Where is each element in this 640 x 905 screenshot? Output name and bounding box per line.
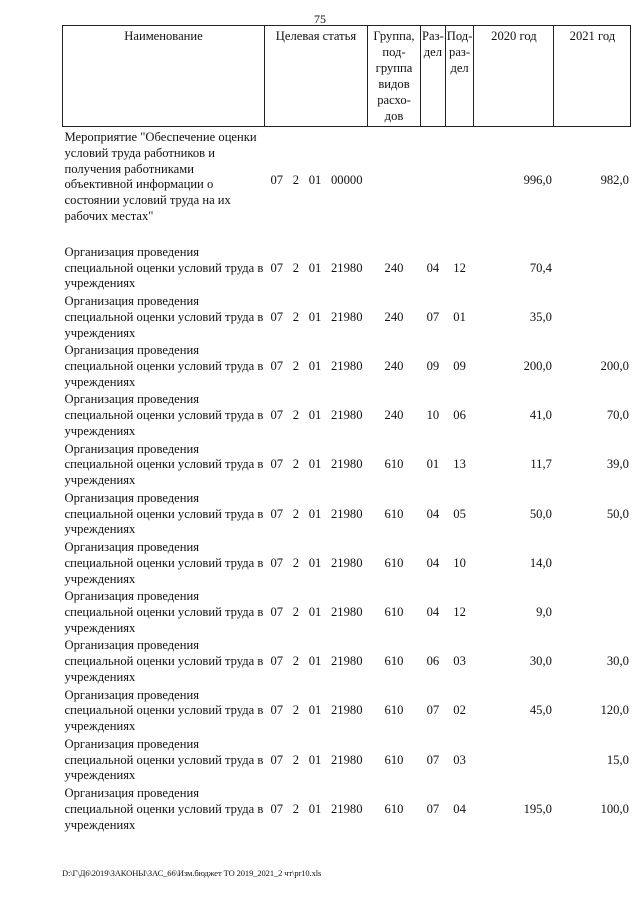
amount-2021: 39,0 bbox=[606, 457, 629, 472]
target-code bbox=[265, 654, 368, 670]
item-name: Организация проведения специальной оценки условий труда в учреждениях bbox=[64, 687, 264, 734]
header-row bbox=[63, 26, 631, 127]
amount-2020: 11,7 bbox=[530, 457, 552, 472]
subsection: 10 bbox=[453, 555, 466, 570]
code-measure: 01 bbox=[308, 309, 322, 324]
code-measure: 01 bbox=[308, 172, 322, 187]
table-row bbox=[63, 342, 631, 391]
code-direction: 21980 bbox=[331, 703, 363, 718]
subsection: 13 bbox=[453, 457, 466, 472]
code-measure: 01 bbox=[308, 654, 322, 669]
amount-2020: 45,0 bbox=[529, 703, 552, 718]
file-path-footer: D:\Г\Д6\2019\ЗАКОНЫ\ЗАС_66\Изм.бюджет ТО 2019_2021_2 чт\pr10.xls bbox=[62, 868, 322, 878]
header-year-2020: 2020 год bbox=[474, 26, 554, 127]
expense-group: 610 bbox=[384, 605, 404, 619]
code-subprogram: 2 bbox=[292, 555, 300, 570]
section: 07 bbox=[426, 703, 440, 718]
subsection: 03 bbox=[453, 654, 466, 669]
table-row bbox=[63, 293, 631, 342]
table-body bbox=[63, 127, 631, 835]
amount-2020: 70,4 bbox=[529, 260, 552, 275]
target-code bbox=[265, 703, 368, 719]
target-code bbox=[265, 359, 368, 375]
subsection: 12 bbox=[453, 260, 466, 275]
code-direction: 21980 bbox=[331, 801, 363, 816]
code-direction: 21980 bbox=[331, 260, 363, 275]
item-name: Организация проведения специальной оценки условий труда в учреждениях bbox=[64, 490, 264, 537]
header-subsection: Под-раз-дел bbox=[445, 26, 474, 127]
expense-group: 240 bbox=[384, 408, 404, 423]
target-code-cell bbox=[265, 785, 368, 834]
item-name: Мероприятие "Обеспечение оценки условий труда работников и получения работниками объективной информации о состоянии условий труда на их рабочих местах" bbox=[64, 130, 257, 223]
amount-2021: 30,0 bbox=[606, 654, 629, 669]
amount-2021 bbox=[554, 539, 631, 588]
code-program: 07 bbox=[270, 703, 284, 718]
subsection: 06 bbox=[453, 408, 466, 423]
code-program: 07 bbox=[270, 506, 284, 521]
amount-2020: 41,0 bbox=[529, 408, 552, 423]
header-target-article: Целевая статья bbox=[265, 26, 368, 127]
header-expense-group: Группа, под-группа видов расхо-дов bbox=[368, 26, 421, 127]
table-row bbox=[63, 441, 631, 490]
section: 07 bbox=[426, 752, 440, 767]
table-row bbox=[63, 785, 631, 834]
expense-group: 610 bbox=[384, 752, 404, 767]
target-code-cell bbox=[265, 342, 368, 391]
code-subprogram: 2 bbox=[292, 408, 300, 423]
amount-2021 bbox=[554, 244, 631, 293]
table-row bbox=[63, 736, 631, 785]
target-code bbox=[265, 408, 368, 424]
subsection: 04 bbox=[453, 801, 466, 816]
target-code-cell bbox=[265, 441, 368, 490]
code-direction: 21980 bbox=[331, 555, 363, 570]
target-code bbox=[265, 556, 368, 572]
code-program: 07 bbox=[270, 408, 284, 423]
item-name: Организация проведения специальной оценки условий труда в учреждениях bbox=[64, 785, 264, 832]
code-program: 07 bbox=[270, 359, 284, 374]
subsection: 09 bbox=[453, 359, 466, 374]
page-number: 75 bbox=[314, 12, 326, 26]
code-measure: 01 bbox=[308, 555, 322, 570]
target-code bbox=[265, 457, 368, 473]
header-section: Раз-дел bbox=[421, 26, 446, 127]
amount-2020 bbox=[474, 736, 554, 785]
amount-2020: 14,0 bbox=[529, 555, 552, 570]
code-measure: 01 bbox=[308, 457, 322, 472]
item-name: Организация проведения специальной оценки условий труда в учреждениях bbox=[64, 589, 264, 635]
section: 04 bbox=[426, 555, 440, 570]
table-row bbox=[63, 392, 631, 441]
section: 04 bbox=[426, 605, 440, 619]
item-name: Организация проведения специальной оценки условий труда в учреждениях bbox=[64, 638, 264, 684]
target-code-cell bbox=[265, 539, 368, 588]
code-subprogram: 2 bbox=[292, 801, 300, 816]
target-code-cell bbox=[265, 127, 368, 235]
code-measure: 01 bbox=[308, 359, 322, 374]
spacer-row bbox=[63, 234, 631, 244]
code-program: 07 bbox=[270, 172, 284, 187]
target-code bbox=[265, 310, 368, 326]
code-measure: 01 bbox=[308, 506, 322, 521]
amount-2021 bbox=[554, 588, 631, 637]
header-name: Наименование bbox=[63, 26, 265, 127]
code-program: 07 bbox=[270, 801, 284, 816]
item-name: Организация проведения специальной оценки условий труда в учреждениях bbox=[64, 736, 264, 783]
expense-group: 610 bbox=[384, 703, 404, 718]
code-program: 07 bbox=[270, 555, 284, 570]
code-program: 07 bbox=[270, 457, 284, 472]
amount-2020: 200,0 bbox=[523, 359, 552, 374]
code-direction: 21980 bbox=[331, 752, 363, 767]
code-direction: 21980 bbox=[331, 457, 363, 472]
code-subprogram: 2 bbox=[292, 359, 300, 374]
spacer-cell bbox=[63, 234, 631, 244]
expense-group: 610 bbox=[384, 801, 404, 816]
subsection: 12 bbox=[453, 605, 466, 619]
amount-2021: 70,0 bbox=[606, 408, 629, 423]
amount-2021: 200,0 bbox=[600, 359, 629, 374]
amount-2020: 35,0 bbox=[529, 309, 552, 324]
amount-2020: 996,0 bbox=[523, 172, 552, 187]
code-subprogram: 2 bbox=[292, 506, 300, 521]
table-row bbox=[63, 687, 631, 736]
target-code-cell bbox=[265, 293, 368, 342]
code-measure: 01 bbox=[308, 703, 322, 718]
code-subprogram: 2 bbox=[292, 309, 300, 324]
code-program: 07 bbox=[270, 309, 284, 324]
expense-group: 240 bbox=[384, 309, 404, 324]
amount-2020: 30,0 bbox=[529, 654, 552, 669]
code-direction: 00000 bbox=[331, 172, 363, 187]
code-subprogram: 2 bbox=[292, 654, 300, 669]
code-subprogram: 2 bbox=[292, 703, 300, 718]
code-subprogram: 2 bbox=[292, 752, 300, 767]
expense-group: 610 bbox=[384, 654, 404, 669]
amount-2020: 195,0 bbox=[523, 801, 552, 816]
expense-group: 610 bbox=[384, 457, 404, 472]
target-code bbox=[265, 173, 368, 189]
target-code-cell bbox=[265, 638, 368, 687]
target-code-cell bbox=[265, 687, 368, 736]
code-program: 07 bbox=[270, 605, 284, 619]
expense-group bbox=[368, 127, 421, 235]
subsection: 01 bbox=[453, 309, 466, 324]
code-measure: 01 bbox=[308, 605, 322, 619]
item-name: Организация проведения специальной оценки условий труда в учреждениях bbox=[64, 244, 264, 291]
expense-group: 610 bbox=[384, 555, 404, 570]
section: 01 bbox=[426, 457, 440, 472]
code-direction: 21980 bbox=[331, 506, 363, 521]
target-code-cell bbox=[265, 736, 368, 785]
section: 04 bbox=[426, 506, 440, 521]
amount-2021 bbox=[554, 293, 631, 342]
code-measure: 01 bbox=[308, 260, 322, 275]
section bbox=[421, 127, 446, 235]
table-row bbox=[63, 539, 631, 588]
code-program: 07 bbox=[270, 654, 284, 669]
table-row bbox=[63, 244, 631, 293]
subsection: 02 bbox=[453, 703, 466, 718]
table-row bbox=[63, 490, 631, 539]
amount-2021: 100,0 bbox=[600, 801, 629, 816]
item-name: Организация проведения специальной оценки условий труда в учреждениях bbox=[64, 294, 264, 340]
expense-group: 240 bbox=[384, 359, 404, 374]
table-row bbox=[63, 638, 631, 687]
target-code-cell bbox=[265, 588, 368, 637]
code-direction: 21980 bbox=[331, 408, 363, 423]
code-direction: 21980 bbox=[331, 605, 363, 619]
target-code-cell bbox=[265, 392, 368, 441]
subsection: 05 bbox=[453, 506, 466, 521]
code-direction: 21980 bbox=[331, 654, 363, 669]
target-code bbox=[265, 802, 368, 818]
code-measure: 01 bbox=[308, 801, 322, 816]
table-row bbox=[63, 588, 631, 637]
subsection: 03 bbox=[453, 752, 466, 767]
expense-group: 240 bbox=[384, 260, 404, 275]
item-name: Организация проведения специальной оценки условий труда в учреждениях bbox=[64, 343, 264, 389]
code-direction: 21980 bbox=[331, 359, 363, 374]
amount-2021: 120,0 bbox=[600, 703, 629, 718]
section: 07 bbox=[426, 309, 440, 324]
target-code-cell bbox=[265, 244, 368, 293]
amount-2020: 50,0 bbox=[529, 506, 552, 521]
amount-2021: 50,0 bbox=[606, 506, 629, 521]
amount-2021: 15,0 bbox=[606, 752, 629, 767]
code-subprogram: 2 bbox=[292, 260, 300, 275]
section: 06 bbox=[426, 654, 440, 669]
subsection bbox=[445, 127, 474, 235]
amount-2020: 9,0 bbox=[536, 605, 552, 619]
header-year-2021: 2021 год bbox=[554, 26, 631, 127]
section: 07 bbox=[426, 801, 440, 816]
item-name: Организация проведения специальной оценки условий труда в учреждениях bbox=[64, 441, 264, 488]
target-code bbox=[265, 261, 368, 277]
code-subprogram: 2 bbox=[292, 605, 300, 619]
code-subprogram: 2 bbox=[292, 172, 300, 187]
code-program: 07 bbox=[270, 260, 284, 275]
code-program: 07 bbox=[270, 752, 284, 767]
item-name: Организация проведения специальной оценки условий труда в учреждениях bbox=[64, 392, 264, 439]
section: 09 bbox=[426, 359, 440, 374]
expense-group: 610 bbox=[384, 506, 404, 521]
section: 10 bbox=[426, 408, 440, 423]
code-direction: 21980 bbox=[331, 309, 363, 324]
target-code bbox=[265, 753, 368, 769]
table-row bbox=[63, 127, 631, 235]
code-measure: 01 bbox=[308, 408, 322, 423]
amount-2021: 982,0 bbox=[600, 172, 629, 187]
section: 04 bbox=[426, 260, 440, 275]
target-code-cell bbox=[265, 490, 368, 539]
budget-table bbox=[62, 25, 631, 834]
target-code bbox=[265, 507, 368, 523]
code-subprogram: 2 bbox=[292, 457, 300, 472]
code-measure: 01 bbox=[308, 752, 322, 767]
target-code bbox=[265, 605, 368, 621]
item-name: Организация проведения специальной оценки условий труда в учреждениях bbox=[64, 540, 264, 586]
